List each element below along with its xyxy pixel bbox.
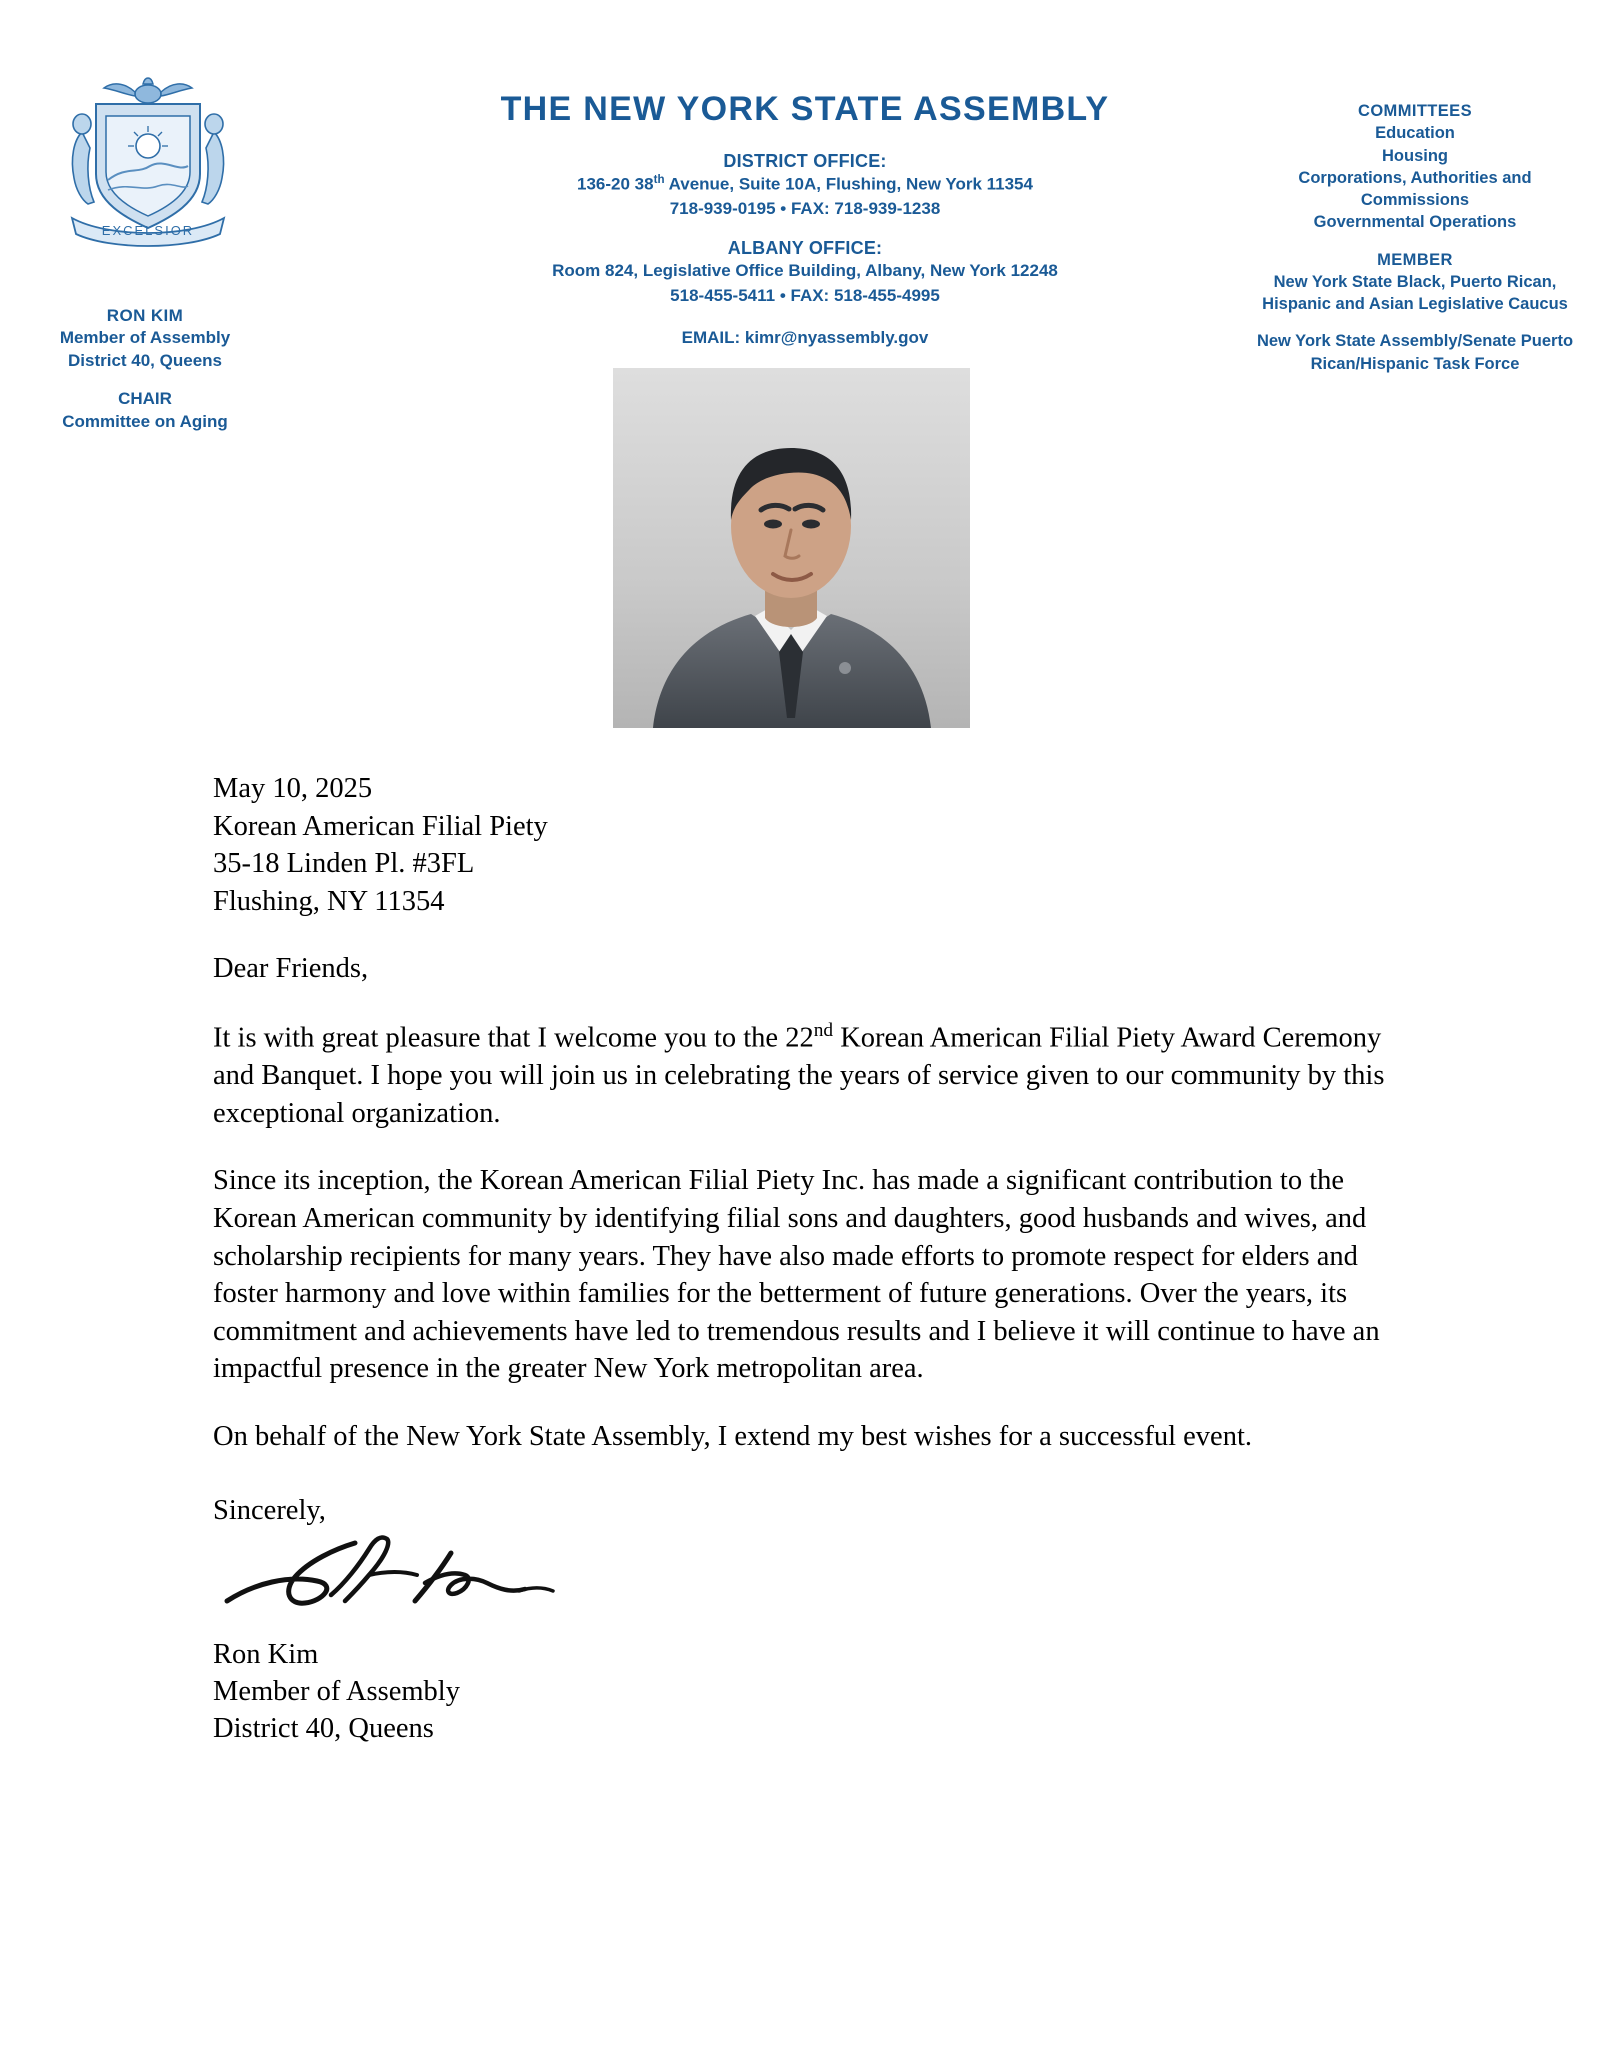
recipient-city: Flushing, NY 11354 bbox=[213, 885, 445, 917]
signer-title: Member of Assembly bbox=[213, 1676, 460, 1708]
district-office-phone: 718-939-0195 • FAX: 718-939-1238 bbox=[669, 199, 941, 219]
closing: Sincerely, bbox=[213, 1494, 326, 1526]
committee-item: Housing bbox=[1382, 146, 1448, 165]
committees-header: COMMITTEES bbox=[1358, 102, 1472, 120]
recipient-street: 35-18 Linden Pl. #3FL bbox=[213, 848, 475, 880]
paragraph-1 bbox=[213, 1018, 1413, 1132]
chair-label: CHAIR bbox=[118, 389, 172, 409]
email-line: EMAIL: kimr@nyassembly.gov bbox=[681, 328, 929, 348]
signature-image bbox=[219, 1531, 639, 1636]
letter-date: May 10, 2025 bbox=[213, 773, 373, 804]
membership-item: New York State Assembly/Senate Puerto Rican/Hispanic Task Force bbox=[1256, 332, 1574, 373]
paragraph-3: On behalf of the New York State Assembly, I extend my best wishes for a successful event. bbox=[213, 1421, 1252, 1453]
signer-district: District 40, Queens bbox=[213, 1713, 434, 1745]
member-district: District 40, Queens bbox=[67, 350, 222, 370]
assembly-masthead: THE NEW YORK STATE ASSEMBLY bbox=[500, 90, 1110, 128]
paragraph-1-pre: It is with great pleasure that I welcome you to the 22 bbox=[213, 1022, 814, 1054]
salutation: Dear Friends, bbox=[213, 953, 369, 985]
committee-item: Governmental Operations bbox=[1313, 213, 1517, 232]
ordinal-suffix: nd bbox=[813, 1020, 834, 1042]
committee-item: Education bbox=[1375, 124, 1455, 143]
member-title: Member of Assembly bbox=[59, 328, 231, 348]
letterhead-left-column bbox=[10, 305, 280, 433]
albany-office-title: ALBANY OFFICE: bbox=[727, 237, 883, 258]
member-name: RON KIM bbox=[106, 306, 184, 325]
new-york-state-seal-icon bbox=[38, 62, 258, 252]
portrait-photo bbox=[613, 368, 970, 728]
member-header: MEMBER bbox=[1377, 250, 1453, 269]
letterhead-right-column bbox=[1250, 100, 1580, 375]
committee-item: Corporations, Authorities and Commissions bbox=[1298, 168, 1532, 210]
signer-name: Ron Kim bbox=[213, 1639, 319, 1671]
letter-body bbox=[213, 770, 1413, 1747]
district-office-title: DISTRICT OFFICE: bbox=[723, 151, 887, 171]
letterhead-center-column bbox=[310, 90, 1300, 348]
membership-item: New York State Black, Puerto Rican, Hispanic and Asian Legislative Caucus bbox=[1262, 272, 1568, 314]
albany-office-phone: 518-455-5411 • FAX: 518-455-4995 bbox=[670, 285, 940, 305]
signature-block bbox=[213, 1636, 1413, 1747]
albany-office-address: Room 824, Legislative Office Building, Albany, New York 12248 bbox=[552, 260, 1058, 280]
paragraph-1-post: Korean American Filial Piety Award Ceremony and Banquet. I hope you will join us in celebrating the years of service given to our community by this exceptional organization. bbox=[213, 1022, 1385, 1129]
district-office-address: 136-20 38th Avenue, Suite 10A, Flushing, New York 11354 bbox=[577, 174, 1033, 194]
recipient-organization: Korean American Filial Piety bbox=[213, 810, 548, 842]
svg-text:EXCELSIOR: EXCELSIOR bbox=[101, 223, 195, 238]
paragraph-2: Since its inception, the Korean American Filial Piety Inc. has made a significant contribution to the Korean American community by identifying filial sons and daughters, good husbands and wives, and scholarship recipients for many years. They have also made efforts to promote respect for elders and foster harmony and love within families for the betterment of future generations. Over the years, its commitment and achievements have led to tremendous results and I believe it will continue to have an impactful presence in the greater New York metropolitan area. bbox=[213, 1165, 1380, 1385]
chair-committee: Committee on Aging bbox=[62, 411, 228, 431]
